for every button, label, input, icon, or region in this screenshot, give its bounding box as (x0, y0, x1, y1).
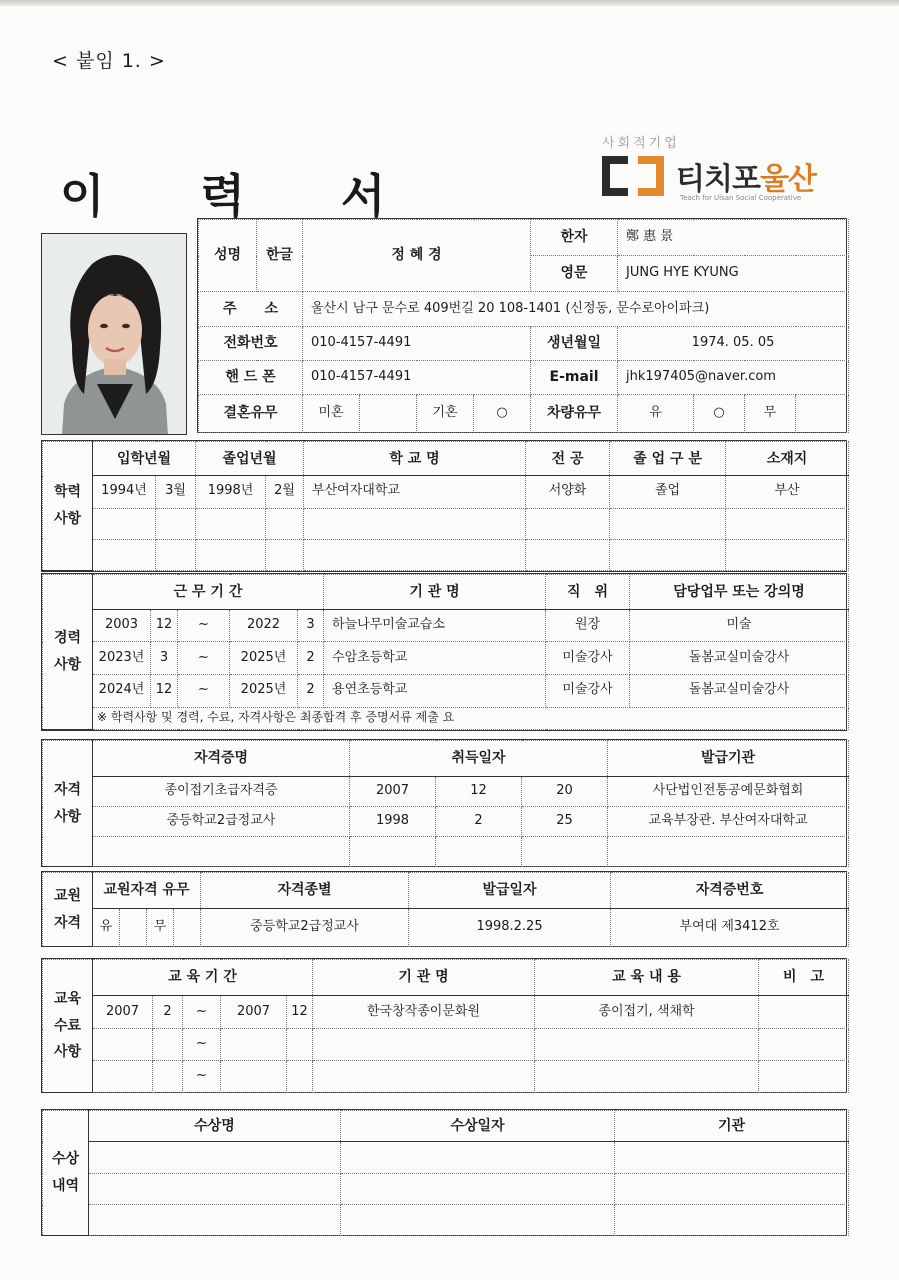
table-row (43, 476, 849, 508)
awards-side-label: 수상 내역 (43, 1111, 89, 1236)
table-row (43, 508, 849, 539)
education-header-status: 졸 업 구 분 (610, 442, 726, 476)
career-header-org: 기 관 명 (324, 575, 546, 610)
education-header-grad: 졸업년월 (196, 442, 304, 476)
birth-value: 1974. 05. 05 (618, 327, 849, 361)
teacher-yes-label: 유 (93, 909, 120, 947)
career-start-month: 12 (151, 609, 178, 642)
career-org: 수암초등학교 (324, 642, 546, 675)
awards-section (41, 1109, 847, 1236)
career-start-year: 2023년 (93, 642, 151, 675)
career-duty: 미술 (630, 609, 849, 642)
edu-grad-month: 2월 (266, 476, 304, 508)
training-tilde: ~ (183, 1029, 221, 1061)
logo-mark-icon (602, 156, 668, 196)
training-org: 한국창작종이문화원 (313, 996, 535, 1029)
career-position: 미술강사 (546, 642, 630, 675)
training-header-remark: 비 고 (759, 960, 849, 996)
education-header-entry: 입학년월 (93, 442, 196, 476)
career-duty: 돌봄교실미술강사 (630, 674, 849, 707)
table-row (43, 1142, 849, 1174)
training-content: 종이접기, 색채학 (535, 996, 759, 1029)
training-header-org: 기 관 명 (313, 960, 535, 996)
career-header-position: 직 위 (546, 575, 630, 610)
training-end-year: 2007 (221, 996, 287, 1029)
teacher-yes-mark (120, 909, 147, 947)
education-section (41, 440, 847, 572)
cert-month: 2 (436, 807, 522, 837)
training-header-period: 교 육 기 간 (93, 960, 313, 996)
cert-issuer: 사단법인전통공예문화협회 (608, 777, 849, 807)
career-tilde: ~ (178, 609, 230, 642)
teacher-no-mark (174, 909, 201, 947)
career-end-month: 2 (298, 674, 324, 707)
logo-subtitle: 사회적기업 (602, 136, 680, 151)
car-no-label: 무 (745, 395, 796, 433)
teacher-header-type: 자격종별 (201, 873, 409, 909)
career-end-year: 2025년 (230, 642, 298, 675)
career-duty: 돌봄교실미술강사 (630, 642, 849, 675)
address-value: 울산시 남구 문수로 409번길 20 108-1401 (신정동, 문수로아이파크) (303, 292, 849, 327)
married-label: 기혼 (417, 395, 474, 433)
training-start-year: 2007 (93, 996, 153, 1029)
logo-name: 티치포울산 (676, 162, 816, 197)
career-section (41, 573, 847, 731)
car-label: 차량유무 (531, 395, 618, 433)
awards-header-date: 수상일자 (341, 1111, 615, 1142)
edu-major: 서양화 (526, 476, 610, 508)
document-title: 이 력 서 (60, 169, 426, 223)
table-row (43, 996, 849, 1029)
car-no-mark (796, 395, 849, 433)
email-label: E-mail (531, 361, 618, 395)
training-tilde: ~ (183, 996, 221, 1029)
career-org: 하늘나무미술교습소 (324, 609, 546, 642)
training-end-month: 12 (287, 996, 313, 1029)
training-section (41, 958, 847, 1093)
phone-value: 010-4157-4491 (303, 327, 531, 361)
single-label: 미혼 (303, 395, 360, 433)
table-row (43, 539, 849, 570)
career-side-label: 경력 사항 (43, 575, 93, 730)
table-row (43, 807, 849, 837)
table-row (43, 1029, 849, 1061)
career-end-month: 3 (298, 609, 324, 642)
single-mark (360, 395, 417, 433)
career-position: 원장 (546, 609, 630, 642)
cert-year: 2007 (350, 777, 436, 807)
cert-month: 12 (436, 777, 522, 807)
career-tilde: ~ (178, 642, 230, 675)
career-org: 용연초등학교 (324, 674, 546, 707)
education-side-label: 학력 사항 (43, 442, 93, 571)
cert-header-date: 취득일자 (350, 741, 608, 777)
education-header-location: 소재지 (726, 442, 849, 476)
car-yes-mark: ○ (694, 395, 745, 433)
cert-year: 1998 (350, 807, 436, 837)
personal-info-section (197, 218, 847, 433)
cert-issuer: 교육부장관. 부산여자대학교 (608, 807, 849, 837)
table-row (43, 1174, 849, 1205)
attachment-label: < 붙임 1. > (52, 50, 166, 72)
career-end-year: 2025년 (230, 674, 298, 707)
career-tilde: ~ (178, 674, 230, 707)
career-start-month: 3 (151, 642, 178, 675)
career-end-month: 2 (298, 642, 324, 675)
teacher-type: 중등학교2급정교사 (201, 909, 409, 947)
career-start-year: 2024년 (93, 674, 151, 707)
birth-label: 생년월일 (531, 327, 618, 361)
email-value: jhk197405@naver.com (618, 361, 849, 395)
table-row (43, 674, 849, 707)
teacher-qualification-section (41, 871, 847, 947)
career-header-period: 근 무 기 간 (93, 575, 324, 610)
profile-photo (41, 233, 187, 435)
teacher-header-number: 자격증번호 (611, 873, 849, 909)
english-label: 영문 (531, 256, 618, 292)
edu-entry-year: 1994년 (93, 476, 156, 508)
table-row (43, 837, 849, 867)
teacher-header-date: 발급일자 (409, 873, 611, 909)
cert-header-issuer: 발급기관 (608, 741, 849, 777)
training-remark (759, 996, 849, 1029)
training-start-month: 2 (153, 996, 183, 1029)
teacher-header-has: 교원자격 유무 (93, 873, 201, 909)
company-logo (598, 132, 828, 212)
education-header-school: 학 교 명 (304, 442, 526, 476)
training-tilde: ~ (183, 1061, 221, 1093)
table-row (43, 1061, 849, 1093)
address-label: 주 소 (199, 292, 303, 327)
awards-header-name: 수상명 (89, 1111, 341, 1142)
car-yes-label: 유 (618, 395, 694, 433)
cert-header-name: 자격증명 (93, 741, 350, 777)
edu-status: 졸업 (610, 476, 726, 508)
hanja-label: 한자 (531, 220, 618, 256)
marital-label: 결혼유무 (199, 395, 303, 433)
name-english: JUNG HYE KYUNG (618, 256, 849, 292)
logo-tagline: Teach for Ulsan Social Cooperative (680, 194, 802, 202)
training-side-label: 교육 수료 사항 (43, 960, 93, 1093)
table-row (43, 609, 849, 642)
certificates-section (41, 739, 847, 867)
phone-label: 전화번호 (199, 327, 303, 361)
name-label: 성명 (199, 220, 257, 292)
career-note: ※ 학력사항 및 경력, 수료, 자격사항은 최종합격 후 증명서류 제출 요 (93, 707, 849, 729)
career-start-month: 12 (151, 674, 178, 707)
table-row (43, 642, 849, 675)
mobile-label: 핸 드 폰 (199, 361, 303, 395)
education-header-major: 전 공 (526, 442, 610, 476)
cert-day: 20 (522, 777, 608, 807)
teacher-issue-date: 1998.2.25 (409, 909, 611, 947)
cert-name: 종이접기초급자격증 (93, 777, 350, 807)
awards-header-org: 기관 (615, 1111, 849, 1142)
career-header-duty: 담당업무 또는 강의명 (630, 575, 849, 610)
career-start-year: 2003 (93, 609, 151, 642)
korean-label: 한글 (257, 220, 303, 292)
table-row (43, 1205, 849, 1236)
training-header-content: 교 육 내 용 (535, 960, 759, 996)
edu-location: 부산 (726, 476, 849, 508)
mobile-value: 010-4157-4491 (303, 361, 531, 395)
career-position: 미술강사 (546, 674, 630, 707)
career-end-year: 2022 (230, 609, 298, 642)
teacher-side-label: 교원 자격 (43, 873, 93, 947)
teacher-cert-number: 부여대 제3412호 (611, 909, 849, 947)
cert-name: 중등학교2급정교사 (93, 807, 350, 837)
table-row (43, 777, 849, 807)
name-korean: 정 혜 경 (303, 220, 531, 292)
edu-entry-month: 3월 (156, 476, 196, 508)
name-hanja: 鄭 惠 景 (618, 220, 849, 256)
scan-edge (0, 0, 899, 6)
teacher-no-label: 무 (147, 909, 174, 947)
cert-day: 25 (522, 807, 608, 837)
married-mark: ○ (474, 395, 531, 433)
edu-school: 부산여자대학교 (304, 476, 526, 508)
edu-grad-year: 1998년 (196, 476, 266, 508)
certificates-side-label: 자격 사항 (43, 741, 93, 867)
